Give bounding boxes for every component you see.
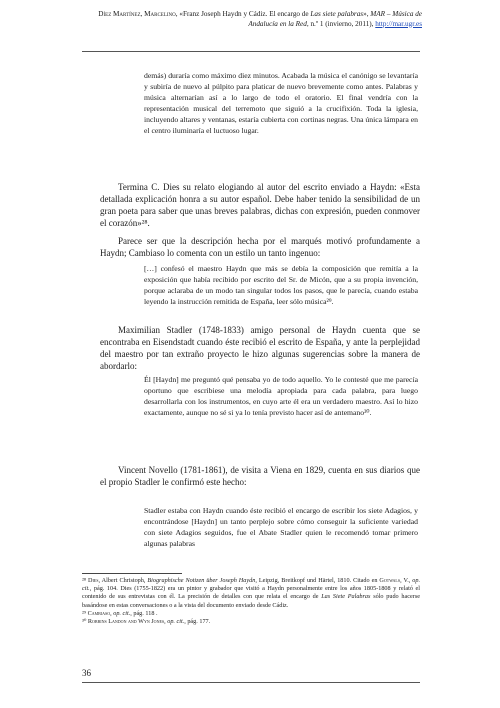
header-authors: Díez Martínez, Marcelino, <box>98 10 178 18</box>
paragraph-2 <box>100 235 420 259</box>
paragraph-2-text: Parece ser que la descripción hecha por el marqués motivó profundamente a Haydn; Cambiaso lo comenta con un estilo un tanto ingenuo: <box>100 236 420 258</box>
page-number: 36 <box>82 668 91 678</box>
footnotes <box>82 577 420 626</box>
footnote-30: ³⁰ Robbins Landon and Wyn Jones, op. cit., pág. 177. <box>82 618 211 626</box>
block-quote-3: Él [Haydn] me preguntó qué pensaba yo de todo aquello. Yo le contesté que me parecía oportuno que escribiese una melodía apropiada para cada palabra, para luego desarrollarla con los instrumentos, en cuyo arte él era un verdadero maestro. Así lo hizo exactamente, aunque no sé si ya lo tenía previsto hacer así de antemano³⁰. <box>144 375 418 417</box>
paragraph-4 <box>100 464 420 488</box>
header-divider <box>82 51 420 52</box>
header-journal: MAR – Música de Andalucía en la Red <box>248 10 422 28</box>
block-quote-4: Stadler estaba con Haydn cuando éste recibió el encargo de escribir los siete Adagios, y encontrándose [Haydn] un tanto perplejo sobre cómo conseguir la suficiente variedad con siete Adagios seguidos, fue el Abate Stadler quien le recomendó tomar primero algunas palabras <box>144 506 418 548</box>
footnote-29: ²⁹ Cambiaso, op. cit., pág. 118 . <box>82 609 158 617</box>
block-quote-2: […] confesó el maestro Haydn que más se debía la composición que remitía a la exposición que había recibido por escrito del Sr. de Micón, que a su propia invención, porque aclaraba de un modo tan singular todos los pasos, que le parecía, cuando estaba leyendo la instrucción remitida de España, leer sólo música²⁹. <box>144 264 418 306</box>
paragraph-1-text: Termina C. Dies su relato elogiando al autor del escrito enviado a Haydn: «Esta detallada explicación honra a su autor español. Debe haber tenido la sensibilidad de un gran poeta para saber que unas breves palabras, dichas con expresión, pueden conmover el corazón»²⁸. <box>100 182 420 228</box>
paragraph-3 <box>100 324 420 372</box>
footer-divider <box>82 682 420 683</box>
header-citation-2: », <box>363 10 371 18</box>
block-quote-1: demás) duraría como máximo diez minutos. Acabada la música el canónigo se levantaría y subiría de nuevo al púlpito para platicar de nuevo brevemente como antes. Palabras y música alternarían así a lo largo de todo el oratorio. El final vendría con la representación musical del terremoto que siguió a la crucifixión. Toda la iglesia, incluyendo altares y ventanas, estaría cubierta con cortinas negras. Una única lámpara en el centro iluminaría el luctuoso lugar. <box>144 71 418 135</box>
header-issue: , n.º 1 (invierno, 2011), <box>306 19 376 28</box>
running-header <box>82 10 422 29</box>
footnote-28: ²⁸ Dies, Albert Christoph, Biographische Notizen über Joseph Haydn, Leipzig, Breitkopf und Härtel, 1810. Citado en Gotwals, V., op. cit., pág. 104. Dies (1755-1822) era un pintor y grabador que visitó a Haydn personalmente entre los años 1805-1808 y relató el contenido de sus entrevistas con él. La precisión de detalles con que relata el encargo de Las Siete Palabras sólo pudo hacerse basándose en estas conversaciones o a la vista del documento enviado desde Cádiz. <box>82 577 421 609</box>
paragraph-4-text: Vincent Novello (1781-1861), de visita a Viena en 1829, cuenta en sus diarios que el propio Stadler le confirmó este hecho: <box>100 465 420 487</box>
header-url-link[interactable]: http://mar.ugr.es <box>375 19 422 28</box>
header-citation: «Franz Joseph Haydn y Cádiz. El encargo de <box>177 10 311 18</box>
paragraph-1 <box>100 181 420 229</box>
paragraph-3-text: Maximilian Stadler (1748-1833) amigo personal de Haydn cuenta que se encontraba en Eisendstadt cuando éste recibió el escrito de España, y ante la perplejidad del maestro por tan extraño proyecto le hizo algunas sugerencias sobre la manera de abordarlo: <box>100 325 420 371</box>
header-work-title: Las siete palabras <box>310 10 364 18</box>
footnote-divider <box>82 573 182 574</box>
